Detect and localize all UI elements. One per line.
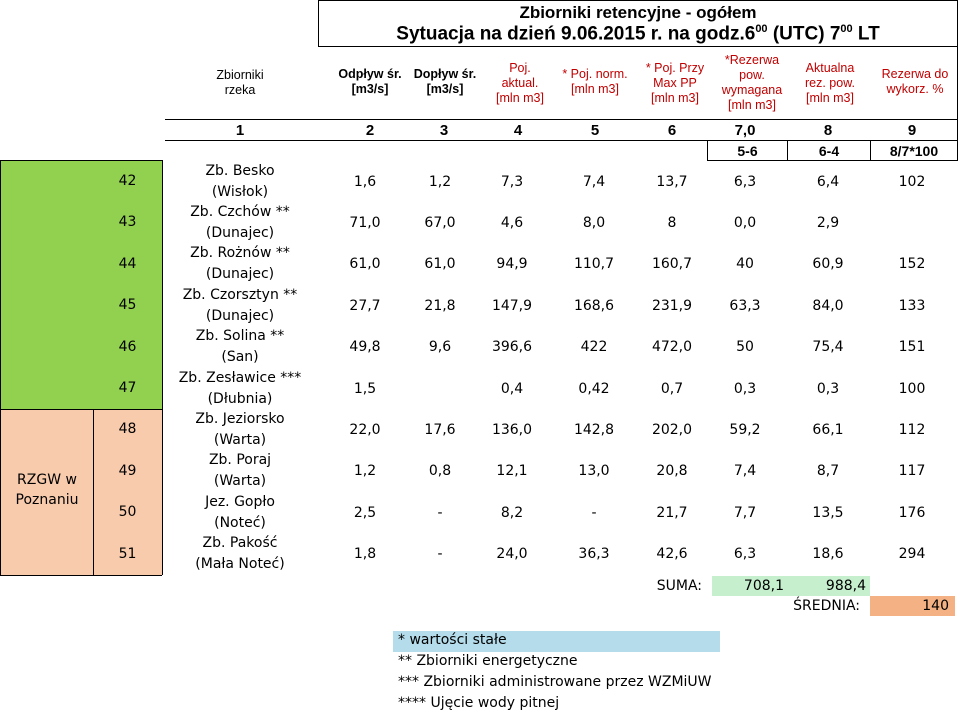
- table-cell: 7,4: [733, 463, 757, 480]
- column-number: 9: [907, 121, 917, 139]
- header-poj-aktual: [485, 58, 555, 108]
- table-cell: 12,1: [496, 463, 528, 480]
- row-number: 48: [118, 421, 137, 438]
- table-cell: 294: [898, 546, 926, 563]
- legend-item-2: ** Zbiorniki energetyczne: [398, 653, 578, 669]
- table-cell: 59,2: [729, 421, 761, 438]
- column-number: 5: [590, 121, 600, 139]
- reservoir-name: [165, 327, 315, 368]
- table-cell: 36,3: [578, 546, 610, 563]
- column-number: 4: [513, 121, 523, 139]
- reservoir-name-text: Zb. Czorsztyn **: [182, 286, 298, 303]
- header-aktualna-rez-l2: rez. pow.: [804, 75, 856, 90]
- table-cell: 1,2: [353, 463, 377, 480]
- header-aktualna-rez-l3: [mln m3]: [806, 90, 854, 105]
- row-number: 45: [118, 297, 137, 314]
- reservoir-name-text: Zb. Poraj: [208, 452, 272, 469]
- table-cell: [402, 368, 478, 409]
- legend-item-4: **** Ujęcie wody pitnej: [398, 695, 560, 711]
- grid-line: [318, 0, 958, 1]
- column-number: 7,0: [734, 121, 756, 139]
- header-rezerwa-wykorz-l2: wykorz. %: [886, 82, 944, 96]
- table-cell: 202,0: [651, 421, 693, 438]
- grid-line: [318, 46, 958, 47]
- table-cell: 27,7: [349, 297, 381, 314]
- group-label-l2: Poznaniu: [15, 492, 79, 508]
- table-cell: 0,7: [660, 380, 684, 397]
- reservoir-river-text: (Dunajec): [205, 266, 275, 283]
- row-number: 42: [118, 173, 137, 189]
- reservoir-river-text: (San): [221, 349, 259, 366]
- suma-value-1: 708,1: [712, 576, 788, 596]
- table-cell: 0,3: [733, 380, 757, 397]
- column-number: 6: [667, 121, 677, 139]
- page-subtitle: Sytuacja na dzień 9.06.2015 r. na $godz.6^{00}$ (UTC) $7^{00}$ LT: [396, 23, 880, 45]
- reservoir-name-text: Zb. Solina **: [195, 328, 285, 345]
- table-cell: 13,7: [656, 173, 688, 190]
- table-cell: 152: [898, 256, 926, 273]
- srednia-label: ŚREDNIA:: [793, 598, 860, 614]
- suma-value-2: 988,4: [788, 576, 870, 596]
- table-cell: 60,9: [812, 256, 844, 273]
- reservoir-name: [165, 409, 315, 450]
- table-cell: 18,6: [812, 546, 844, 563]
- header-doplyw: [405, 62, 485, 102]
- table-cell: -: [437, 504, 443, 521]
- reservoir-name: [165, 492, 315, 533]
- table-cell: 472,0: [651, 339, 693, 356]
- header-rezerwa-wym-l1: *Rezerwa: [724, 53, 780, 67]
- table-cell: 84,0: [812, 297, 844, 314]
- table-cell: 8,0: [582, 214, 606, 231]
- group-label-l1: RZGW w: [17, 472, 77, 488]
- table-cell: 49,8: [349, 339, 381, 356]
- header-rzeka-text: rzeka: [224, 83, 256, 97]
- table-cell: 7,3: [500, 173, 524, 190]
- table-cell: 75,4: [812, 339, 844, 356]
- header-rezerwa-wykorz: [872, 64, 958, 100]
- reservoir-name: [165, 451, 315, 492]
- header-poj-max-l3: [mln m3]: [651, 90, 699, 105]
- grid-line: [957, 140, 958, 160]
- table-cell: 168,6: [573, 297, 615, 314]
- table-cell: 0,0: [733, 214, 757, 231]
- table-cell: 94,9: [496, 256, 528, 273]
- header-aktualna-rez-l1: Aktualna: [805, 60, 855, 75]
- reservoir-river-text: (Noteć): [214, 514, 266, 531]
- table-cell: 8,7: [816, 463, 840, 480]
- column-number: 3: [439, 121, 449, 139]
- header-poj-aktual-l3: [mln m3]: [496, 90, 544, 105]
- row-number: 46: [118, 338, 137, 355]
- grid-line: [318, 0, 319, 46]
- header-zbiorniki-text: Zbiorniki: [216, 68, 264, 82]
- header-rezerwa-wym-l3: wymagana: [721, 83, 783, 97]
- header-odplyw-l1: Odpływ śr.: [338, 67, 402, 81]
- table-cell: 2,9: [816, 214, 840, 231]
- table-cell: 102: [898, 173, 926, 190]
- header-rezerwa-wykorz-l1: Rezerwa do: [881, 67, 949, 81]
- srednia-value: 140: [870, 596, 955, 616]
- table-cell: 6,3: [733, 173, 757, 190]
- table-cell: 8,2: [500, 504, 524, 521]
- table-cell: 0,42: [578, 380, 610, 397]
- table-cell: 1,2: [428, 173, 452, 190]
- header-odplyw-l2: [m3/s]: [351, 82, 389, 96]
- row-number: 47: [118, 380, 137, 396]
- header-doplyw-l2: [m3/s]: [426, 82, 464, 96]
- table-cell: 0,4: [500, 380, 524, 397]
- reservoir-river-text: (Warta): [213, 431, 267, 448]
- reservoir-name-text: Zb. Pakość: [202, 535, 278, 552]
- table-cell: 0,3: [816, 380, 840, 397]
- table-cell: 147,9: [491, 297, 533, 314]
- table-cell: 6,4: [816, 173, 840, 190]
- reservoir-name-text: Zb. Besko: [205, 162, 275, 179]
- table-cell: 8: [667, 214, 677, 231]
- reservoir-name: [165, 368, 315, 409]
- table-cell: 50: [736, 339, 754, 356]
- header-poj-norm: [555, 62, 635, 102]
- formula-8-7: 8/7*100: [889, 142, 939, 159]
- table-cell: 176: [898, 504, 926, 521]
- header-poj-max-l1: * Poj. Przy: [645, 60, 705, 75]
- table-cell: 66,1: [812, 421, 844, 438]
- row-number: 51: [118, 545, 137, 562]
- table-cell: 7,4: [582, 173, 606, 190]
- table-cell: 61,0: [424, 256, 456, 273]
- table-cell: 71,0: [349, 214, 381, 231]
- header-zbiorniki: [165, 66, 315, 100]
- header-aktualna-rez: [790, 58, 870, 108]
- table-cell: 422: [580, 339, 608, 356]
- row-number: 49: [118, 462, 137, 479]
- reservoir-name: [165, 285, 315, 326]
- table-cell: 6,3: [733, 546, 757, 563]
- legend-item-1: * wartości stałe: [398, 632, 507, 648]
- header-rezerwa-wym-l4: [mln m3]: [728, 98, 776, 112]
- table-cell: 21,8: [424, 297, 456, 314]
- table-cell: 133: [898, 297, 926, 314]
- table-cell: 1,6: [353, 173, 377, 190]
- table-cell: 151: [898, 339, 926, 356]
- header-rezerwa-wym: [712, 50, 792, 116]
- table-cell: 7,7: [733, 504, 757, 521]
- table-cell: 1,5: [353, 380, 377, 397]
- table-cell: 396,6: [491, 339, 533, 356]
- page-title: Zbiorniki retencyjne - ogółem: [519, 3, 757, 22]
- title-box: [318, 0, 958, 46]
- table-cell: 100: [898, 380, 926, 397]
- reservoir-name: [165, 534, 315, 575]
- header-odplyw: [330, 62, 410, 102]
- column-number: 2: [365, 121, 375, 139]
- reservoir-river-text: (Warta): [213, 473, 267, 490]
- table-cell: 2,5: [353, 504, 377, 521]
- table-cell: 0,8: [428, 463, 452, 480]
- table-cell: 13,0: [578, 463, 610, 480]
- reservoir-name-text: Jez. Gopło: [205, 493, 275, 510]
- table-cell: 142,8: [573, 421, 615, 438]
- formula-6-4: 6-4: [818, 142, 840, 159]
- header-poj-aktual-l1: Poj.: [509, 60, 531, 75]
- table-cell: 42,6: [656, 546, 688, 563]
- row-number: 44: [118, 255, 137, 272]
- table-cell: -: [437, 546, 443, 563]
- table-cell: 20,8: [656, 463, 688, 480]
- header-poj-max: [635, 58, 715, 108]
- table-cell: -: [591, 504, 597, 521]
- header-rezerwa-wym-l2: pow.: [739, 68, 765, 82]
- table-cell: 24,0: [496, 546, 528, 563]
- reservoir-river-text: (Dłubnia): [207, 390, 273, 407]
- table-cell: 117: [898, 463, 926, 480]
- table-cell: 110,7: [573, 256, 615, 273]
- reservoir-name-text: Zb. Jeziorsko: [195, 410, 285, 427]
- header-poj-aktual-l2: aktual.: [501, 75, 539, 90]
- reservoir-name-text: Zb. Czchów **: [190, 203, 290, 220]
- table-cell: [874, 202, 950, 243]
- table-cell: 136,0: [491, 421, 533, 438]
- column-number: 8: [823, 121, 833, 139]
- table-cell: 13,5: [812, 504, 844, 521]
- header-poj-norm-l2: [mln m3]: [571, 82, 619, 96]
- table-cell: 4,6: [500, 214, 524, 231]
- table-cell: 231,9: [651, 297, 693, 314]
- grid-line: [0, 160, 1, 575]
- table-cell: 22,0: [349, 421, 381, 438]
- reservoir-name: [165, 244, 315, 285]
- suma-label: SUMA:: [656, 578, 702, 594]
- grid-line: [162, 160, 163, 575]
- table-cell: 9,6: [428, 339, 452, 356]
- table-cell: 40: [736, 256, 754, 273]
- header-poj-max-l2: Max PP: [653, 75, 697, 90]
- reservoir-river-text: (Wisłok): [211, 183, 269, 200]
- group-label-rzgw: [1, 455, 93, 525]
- reservoir-river-text: (Mała Noteć): [195, 556, 285, 573]
- table-cell: 112: [898, 421, 926, 438]
- reservoir-name: [165, 161, 315, 202]
- column-number: 1: [235, 121, 245, 139]
- row-number: 50: [118, 504, 137, 521]
- reservoir-river-text: (Dunajec): [205, 224, 275, 241]
- table-cell: 63,3: [729, 297, 761, 314]
- grid-line: [0, 575, 162, 576]
- reservoir-river-text: (Dunajec): [205, 307, 275, 324]
- table-cell: 21,7: [656, 504, 688, 521]
- formula-5-6: 5-6: [737, 142, 758, 159]
- header-poj-norm-l1: * Poj. norm.: [562, 67, 628, 81]
- legend-item-3: *** Zbiorniki administrowane przez WZMiUW: [398, 674, 712, 690]
- header-doplyw-l1: Dopływ śr.: [413, 67, 477, 81]
- table-cell: 1,8: [353, 546, 377, 563]
- row-number: 43: [118, 214, 137, 231]
- table-cell: 160,7: [651, 256, 693, 273]
- reservoir-name-text: Zb. Zesławice ***: [178, 369, 302, 386]
- reservoir-name-text: Zb. Rożnów **: [190, 245, 290, 262]
- table-cell: 61,0: [349, 256, 381, 273]
- table-cell: 17,6: [424, 421, 456, 438]
- reservoir-name: [165, 202, 315, 243]
- table-cell: 67,0: [424, 214, 456, 231]
